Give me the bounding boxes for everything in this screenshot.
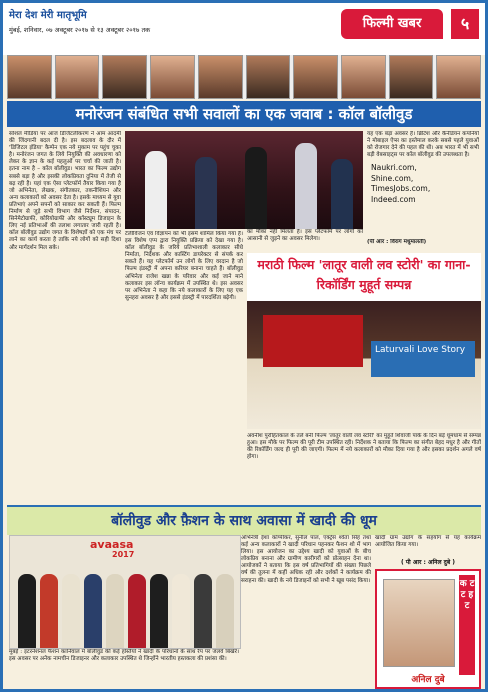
film-title-banner: Laturvali Love Story (371, 341, 475, 377)
headline-latur-love-story: मराठी फिल्म 'लातूर वाली लव स्टोरी' का गाना-रिकॉर्डिंग मुहूर्त सम्पन्न (247, 253, 481, 301)
page-number: ५ (451, 9, 479, 39)
fashion-show-photo (9, 535, 241, 649)
celebrity-photo (55, 55, 100, 99)
article-3-caption: मुंबई : इंटरनेशनल फैशन कार्निवाल में बॉलीवुड की कई हस्तियों ने खादी के परिधानों के साथ रैंप पर जलवे बिखेरे। इस अवसर पर अनेक नामचीन डिजाइनर और कलाकार उपस्थित थे जिन्होंने भारतीय हस्तकला की प्रशंसा की। (9, 649, 239, 663)
job-site: Shine.com, (371, 173, 414, 183)
event-year: 2017 (112, 550, 135, 559)
masthead: मेरा देश मेरी मातृभूमि (9, 10, 87, 21)
person-figure (62, 574, 80, 648)
muhurat-photo (247, 301, 481, 429)
article-3-side: खादी ग्राम उद्योग के सहयोग से यह कार्यक्रम आयोजित किया गया। (375, 535, 481, 549)
celebrity-photo (341, 55, 386, 99)
columnist-name: अनिल दुबे (411, 675, 445, 685)
page-header (3, 3, 485, 55)
event-photo (125, 131, 363, 229)
job-site: Indeed.com (371, 194, 416, 204)
vertical-label: क ट ट ह ट (459, 575, 475, 675)
job-site: Naukri.com, (371, 163, 417, 172)
person-figure (245, 147, 267, 229)
person-figure (106, 574, 124, 648)
person-figure (18, 574, 36, 648)
celebrity-photo (389, 55, 434, 99)
celebrity-photo (246, 55, 291, 99)
celebrity-photo (198, 55, 243, 99)
article-3-body: अभिनेत्री ईशा कोप्पीकर, सुनील पाल, एक्ट्रेस श्वेता सिंह तथा कई अन्य कलाकारों ने खादी परिधान पहनकर फैशन शो में भाग लिया। इस आयोजन का उद्देश्य खादी को युवाओं के बीच लोकप्रिय बनाना और ग्रामीण कारीगरों को प्रोत्साहन देना था। आयोजकों ने बताया कि इस वर्ष प्रतिभागियों की संख्या पिछले वर्ष की तुलना में कहीं अधिक रही और दर्शकों ने कार्यक्रम की सराहना की। खादी के नये डिजाइनों को सभी ने खूब पसंद किया। (241, 535, 371, 584)
person-figure (295, 143, 317, 229)
person-figure (331, 159, 353, 229)
job-site-list (371, 163, 475, 205)
person-figure (216, 574, 234, 648)
columnist-photo (383, 579, 455, 667)
person-figure (195, 157, 217, 229)
article-1-column-2: टेलीविजन एवं विज्ञापन को भी इसमें शामिल किया गया है। इस विशेष एप्प द्वारा नियुक्ति प्रक्रिया को देखा गया है। कॉल बॉलीवुड के जरिये प्रतिभाशाली कलाकार सीधे निर्माता, निर्देशक और कास्टिंग डायरेक्टर से संपर्क कर सकते हैं। यह प्लेटफॉर्म उन लोगों के लिए वरदान है जो फिल्म इंडस्ट्री में अपना करियर बनाना चाहते हैं। बॉलीवुड अभिनेता राजेश खन्ना के परिवार और कई जाने माने कलाकार इस लॉन्च कार्यक्रम में उपस्थित थे। इस अवसर पर अभिनेता ने कहा कि नये कलाकारों के लिए यह एक सुनहरा अवसर है और इससे इंडस्ट्री में पारदर्शिता बढ़ेगी। (125, 231, 243, 301)
celebrity-photo (102, 55, 147, 99)
celebrity-photo-strip (7, 55, 481, 99)
person-figure (128, 574, 146, 648)
celebrity-photo (7, 55, 52, 99)
article-1-column-3: का मौका नहीं मिलता है। इस प्लेटफॉर्म पर लोगों को आसानी से जुड़ने का अवसर मिलेगा। (247, 229, 363, 243)
dateline: मुंबई, शनिवार, ०७ अक्टूबर २०१७ से १३ अक्टूबर २०१७ तक (9, 26, 151, 34)
celebrity-photo (150, 55, 195, 99)
article-2-body: अवनीश पुरोहितकाल के तले बनी फिल्म 'लातूर वाली लव स्टोरी' का मुहूर्त शिवाजी पार्क के दिन बड़े धूमधाम से सम्पन्न हुआ। इस मौके पर फिल्म की पूरी टीम उपस्थित रही। निर्देशक ने बताया कि फिल्म का संगीत बेहद मधुर है और गीतों की रिकॉर्डिंग जल्द ही पूरी की जाएगी। फिल्म में नये कलाकारों को मौका दिया गया है और इसका प्रदर्शन अगले वर्ष होगा। (247, 433, 481, 461)
article-1-column-4: यह एक बड़ा अवसर है। ब्रिटिश और कैनेडियन कंपनियों ने मोबाइल ऐप्स का इस्तेमाल करके सबसे पहले युवाओं को रोजगार देने की पहल की थी। अब भारत में भी सभी बड़ी वेबसाइट्स पर कॉल बॉलीवुड की उपलब्धता है। (367, 131, 479, 159)
person-figure (40, 574, 58, 648)
person-figure (84, 574, 102, 648)
person-figure (194, 574, 212, 648)
celebrity-photo (293, 55, 338, 99)
celebrity-photo (436, 55, 481, 99)
person-figure (172, 574, 190, 648)
columnist-box (375, 569, 481, 689)
section-tag: फिल्मी खबर (341, 9, 443, 39)
person-figure (150, 574, 168, 648)
article-1-column-1: सोशल मीडिया पर आज डिजिटलीकरण ने आम आदमी की जिंदगानी बदल दी है। इस बदलाव के दौर में 'डिजिटल इंडिया' कैम्पेन एक नये मुकाम पर पहुंच चुका है। मनोरंजन जगत के लिये नियुक्ति की अवधारणा को लेकर के ज्ञान के कई पहलुओं पर चर्चा की जाती है। इतना नाम है – कॉल बॉलीवुड। भारत का फिल्म उद्योग सबसे बड़ा है और इसकी लोकप्रियता दुनिया में तेजी से बढ़ रही है। यहां एक ऐसा प्लेटफॉर्म तैयार किया गया है जो अभिनेता, लेखक, संगीतकार, तकनीशियन और अन्य कलाकारों को अवसर देता है। इसके माध्यम से युवा प्रतिभाएं अपने सपनों को साकार कर सकती हैं। फिल्म निर्माण से जुड़े सभी विभाग जैसे निर्देशन, संपादन, सिनेमेटोग्राफी, कोरियोग्राफी और कॉस्ट्यूम डिजाइन के लिए नई प्रतिभाओं की तलाश लगातार जारी रहती है। कॉल बॉलीवुड उद्योग जगत के विशेषज्ञों को एक मंच पर लाने का कार्य करता है ताकि नये लोगों को सही दिशा और मार्गदर्शन मिल सके। (9, 131, 121, 251)
article-1-credit: (पी आर : विराग मधुमालती) (367, 239, 427, 245)
job-site: TimesJobs.com, (371, 184, 431, 193)
headline-khadi-fashion: बॉलीवुड और फ़ैशन के साथ अवासा में खादी की धूम (7, 505, 481, 535)
person-figure (145, 151, 167, 229)
headline-call-bollywood: मनोरंजन संबंधित सभी सवालों का एक जवाब : कॉल बॉलीवुड (7, 101, 481, 127)
event-brand-logo: avaasa (90, 538, 134, 551)
red-banner (263, 315, 363, 367)
article-3-byline: ( पी आर : अनिल दुबे ) (400, 559, 456, 566)
